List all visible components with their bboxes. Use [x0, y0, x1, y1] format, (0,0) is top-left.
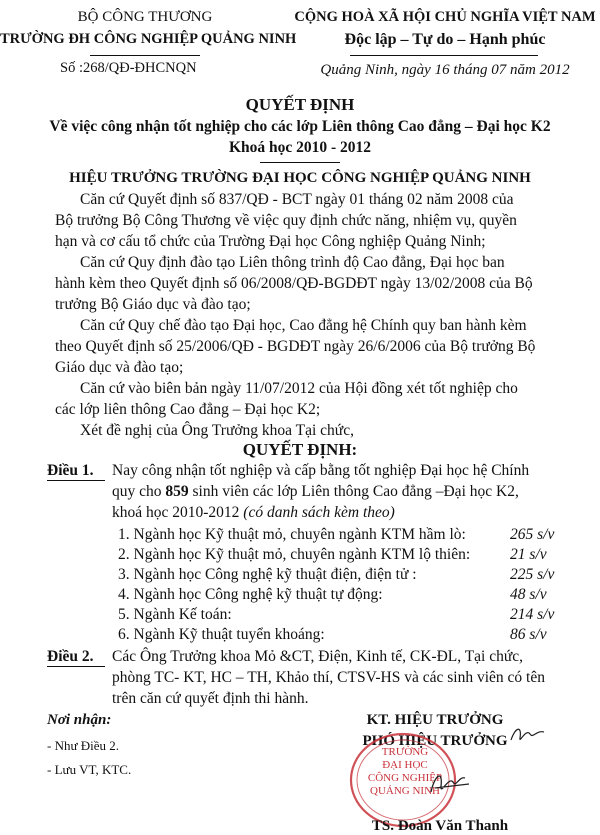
- recipients-title: Nơi nhận:: [47, 712, 112, 728]
- major-count: 214 s/v: [510, 606, 555, 623]
- preamble-line: theo Quyết định số 25/2006/QĐ - BGDĐT ngày 26/6/2006 của Bộ trưởng Bộ: [55, 338, 536, 355]
- major-count: 225 s/v: [510, 566, 555, 583]
- preamble-line: Căn cứ Quy chế đào tạo Đại học, Cao đẳng hệ Chính quy ban hành kèm: [80, 317, 527, 334]
- preamble-line: Xét đề nghị của Ông Trưởng khoa Tại chức,: [80, 422, 354, 439]
- major-item: 4. Ngành học Công nghệ kỹ thuật tự động:: [118, 586, 383, 603]
- preamble-line: các lớp liên thông Cao đẳng – Đại học K2;: [55, 401, 321, 418]
- seal-line: CÔNG NGHIỆP: [367, 772, 443, 784]
- graduate-count: 859: [165, 483, 189, 500]
- handwritten-signature: [425, 766, 475, 800]
- signer-name: TS. Đoàn Văn Thanh: [371, 818, 509, 834]
- preamble-line: hạn và cơ cấu tổ chức của Trường Đại học Công nghiệp Quảng Ninh;: [55, 233, 486, 250]
- article-1-line: [112, 483, 519, 501]
- national-motto: Độc lập – Tự do – Hạnh phúc: [344, 31, 546, 48]
- decision-title: QUYẾT ĐỊNH: [245, 95, 355, 114]
- article-2-line: phòng TC- KT, HC – TH, Khảo thí, CTSV-HS và các sinh viên có tên: [112, 669, 545, 686]
- seal-line: TRƯỜNG: [381, 746, 429, 758]
- major-count: 21 s/v: [510, 546, 547, 563]
- major-item: 3. Ngành học Công nghệ kỹ thuật điện, điện tử :: [118, 566, 417, 583]
- article-2-line: trên căn cứ quyết định thi hành.: [112, 690, 309, 707]
- recipient-item: - Như Điều 2.: [47, 738, 120, 753]
- ministry-name: BỘ CÔNG THƯƠNG: [77, 9, 213, 25]
- recipient-item: - Lưu VT, KTC.: [47, 762, 132, 777]
- article-1-underline: [47, 480, 105, 481]
- republic-name: CỘNG HOÀ XÃ HỘI CHỦ NGHĨA VIỆT NAM: [294, 9, 596, 25]
- school-name: TRƯỜNG ĐH CÔNG NGHIỆP QUẢNG NINH: [0, 31, 297, 47]
- article-1-text: khoá học 2010-2012: [112, 504, 240, 521]
- article-1-text: sinh viên các lớp Liên thông Cao đẳng –Đại học K2,: [192, 483, 519, 500]
- preamble-line: Căn cứ Quy định đào tạo Liên thông trình độ Cao đẳng, Đại học ban: [80, 254, 505, 271]
- article-2-label: Điều 2.: [47, 648, 94, 665]
- document-number: Số :268/QĐ-ĐHCNQN: [60, 60, 197, 76]
- seal-line: QUẢNG NINH: [370, 785, 440, 797]
- preamble-line: Căn cứ Quyết định số 837/QĐ - BCT ngày 01 tháng 02 năm 2008 của: [80, 191, 514, 208]
- motto-underline: [350, 55, 538, 56]
- major-count: 265 s/v: [510, 526, 555, 543]
- major-item: 6. Ngành Kỹ thuật tuyển khoáng:: [118, 626, 325, 643]
- preamble-line: Giáo dục và đào tạo;: [55, 359, 184, 376]
- major-item: 2. Ngành học Kỹ thuật mỏ, chuyên ngành KTM lộ thiên:: [118, 546, 471, 563]
- major-count: 86 s/v: [510, 626, 547, 643]
- decision-subject: Về việc công nhận tốt nghiệp cho các lớp Liên thông Cao đẳng – Đại học K2: [49, 118, 551, 135]
- issuing-authority: HIỆU TRƯỞNG TRƯỜNG ĐẠI HỌC CÔNG NGHIỆP QUẢNG NINH: [69, 170, 531, 186]
- title-underline: [260, 162, 340, 163]
- article-1-line: [112, 504, 395, 522]
- major-item: 5. Ngành Kế toán:: [118, 606, 232, 623]
- article-1-label: Điều 1.: [47, 462, 94, 479]
- preamble-line: trưởng Bộ Giáo dục và đào tạo;: [55, 296, 251, 313]
- major-item: 1. Ngành học Kỹ thuật mỏ, chuyên ngành KTM hầm lò:: [118, 526, 466, 543]
- signature-role: PHÓ HIỆU TRƯỞNG: [362, 733, 508, 749]
- handwritten-initial: [508, 722, 548, 748]
- article-1-line: Nay công nhận tốt nghiệp và cấp bằng tốt nghiệp Đại học hệ Chính: [112, 462, 530, 479]
- preamble-line: hành kèm theo Quyết định số 06/2008/QĐ-BGDĐT ngày 13/02/2008 của Bộ: [55, 275, 533, 292]
- preamble-line: Bộ trưởng Bộ Công Thương về việc quy định chức năng, nhiệm vụ, quyền: [55, 212, 517, 229]
- article-2-underline: [47, 666, 105, 667]
- attached-list-note: (có danh sách kèm theo): [243, 504, 395, 521]
- signature-kt: KT. HIỆU TRƯỞNG: [366, 712, 504, 728]
- preamble-line: Căn cứ vào biên bản ngày 11/07/2012 của Hội đồng xét tốt nghiệp cho: [80, 380, 518, 397]
- seal-line: ĐẠI HỌC: [382, 759, 428, 771]
- place-and-date: Quảng Ninh, ngày 16 tháng 07 năm 2012: [320, 62, 570, 78]
- decides-heading: QUYẾT ĐỊNH:: [242, 440, 358, 459]
- major-count: 48 s/v: [510, 586, 547, 603]
- decision-course: Khoá học 2010 - 2012: [228, 139, 372, 156]
- article-2-line: Các Ông Trưởng khoa Mỏ &CT, Điện, Kinh tế, CK-ĐL, Tại chức,: [112, 648, 524, 665]
- school-underline: [90, 55, 200, 56]
- article-1-text: quy cho: [112, 483, 162, 500]
